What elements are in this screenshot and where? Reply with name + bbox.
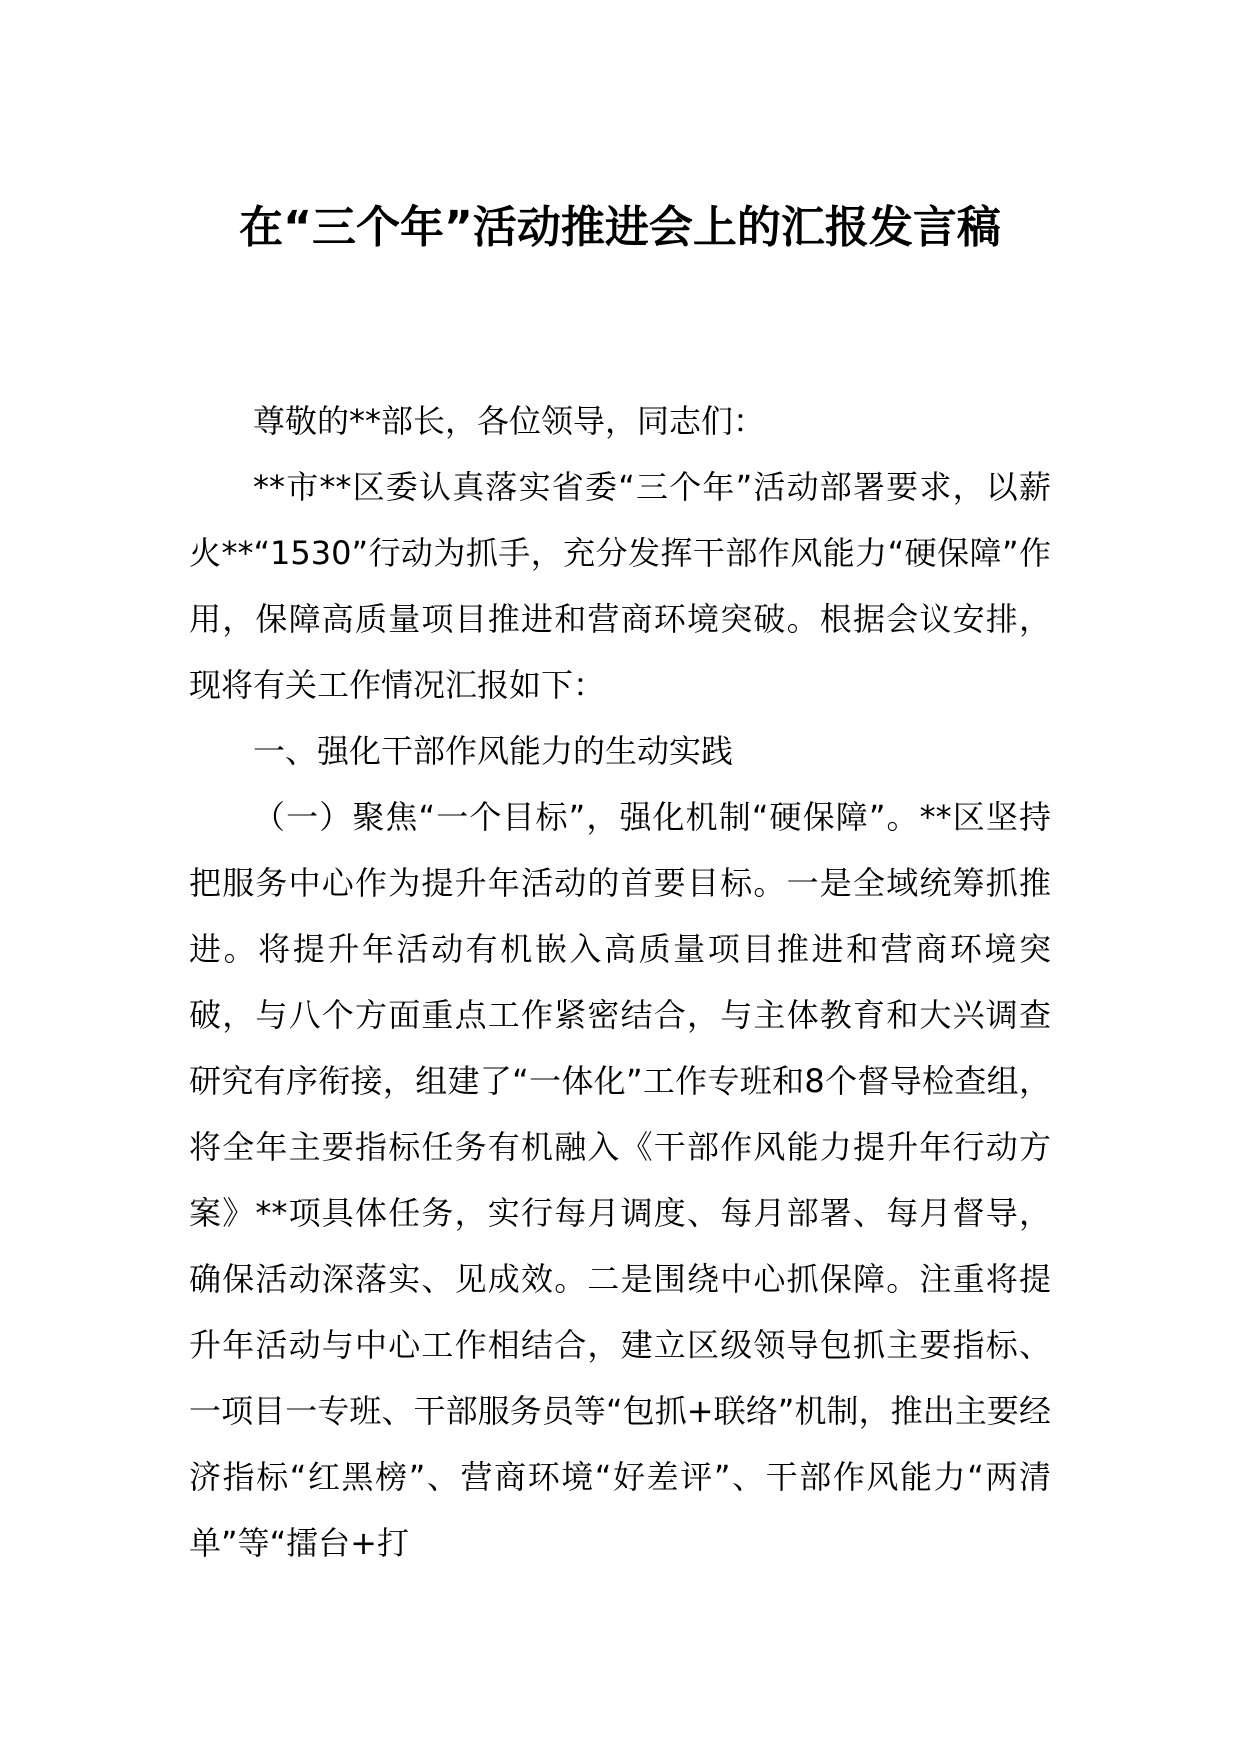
intro-paragraph: **市**区委认真落实省委“三个年”活动部署要求，以薪火**“1530”行动为抓手，充分发挥干部作风能力“硬保障”作用，保障高质量项目推进和营商环境突破。根据会议安排，现将有关工作情况汇报如下：	[189, 468, 1051, 704]
document-body	[189, 388, 1051, 1576]
subsection-paragraph: （一）聚焦“一个目标”，强化机制“硬保障”。**区坚持把服务中心作为提升年活动的首要目标。一是全域统筹抓推进。将提升年活动有机嵌入高质量项目推进和营商环境突破，与八个方面重点工作紧密结合，与主体教育和大兴调查研究有序衔接，组建了“一体化”工作专班和8个督导检查组，将全年主要指标任务有机融入《干部作风能力提升年行动方案》**项具体任务，实行每月调度、每月部署、每月督导，确保活动深落实、见成效。二是围绕中心抓保障。注重将提升年活动与中心工作相结合，建立区级领导包抓主要指标、一项目一专班、干部服务员等“包抓+联络”机制，推出主要经济指标“红黑榜”、营商环境“好差评”、干部作风能力“两清单”等“擂台+打	[189, 798, 1051, 1562]
section-heading: 一、强化干部作风能力的生动实践	[253, 732, 734, 770]
salutation: 尊敬的**部长，各位领导，同志们：	[253, 402, 766, 440]
document-title: 在“三个年”活动推进会上的汇报发言稿	[239, 202, 1001, 253]
